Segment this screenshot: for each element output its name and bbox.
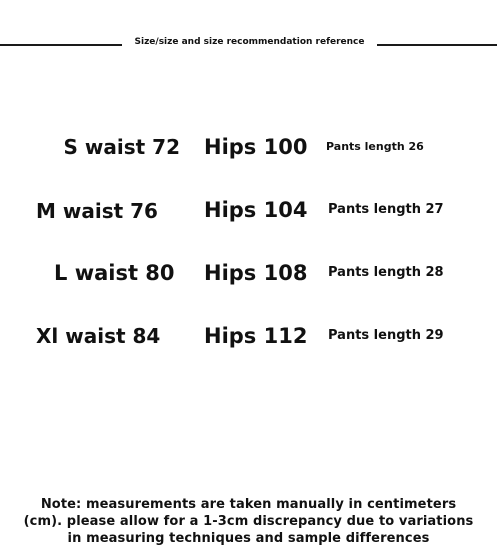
measurement-note (0, 496, 497, 547)
size-xl-hips: Hips 112 (204, 324, 308, 348)
size-l-hips: Hips 108 (204, 261, 308, 285)
size-m-waist: M waist 76 (36, 199, 158, 223)
header-rule-left (0, 44, 122, 46)
size-s-waist: S waist 72 (63, 135, 180, 159)
size-l-length: Pants length 28 (328, 265, 444, 280)
size-xl-length: Pants length 29 (328, 328, 444, 343)
note-line-1: Note: measurements are taken manually in centimeters (40, 497, 457, 512)
size-m-hips: Hips 104 (204, 198, 308, 222)
size-s-hips: Hips 100 (204, 135, 308, 159)
size-xl-waist: Xl waist 84 (36, 324, 161, 348)
note-line-2: (cm). please allow for a 1-3cm discrepancy due to variations (23, 514, 474, 529)
note-line-3: in measuring techniques and sample differences (67, 531, 430, 546)
size-s-length: Pants length 26 (326, 140, 424, 153)
size-m-length: Pants length 27 (328, 202, 444, 217)
header-title: Size/size and size recommendation reference (134, 37, 365, 47)
size-l-waist: L waist 80 (54, 261, 175, 285)
header-rule-right (377, 44, 497, 46)
